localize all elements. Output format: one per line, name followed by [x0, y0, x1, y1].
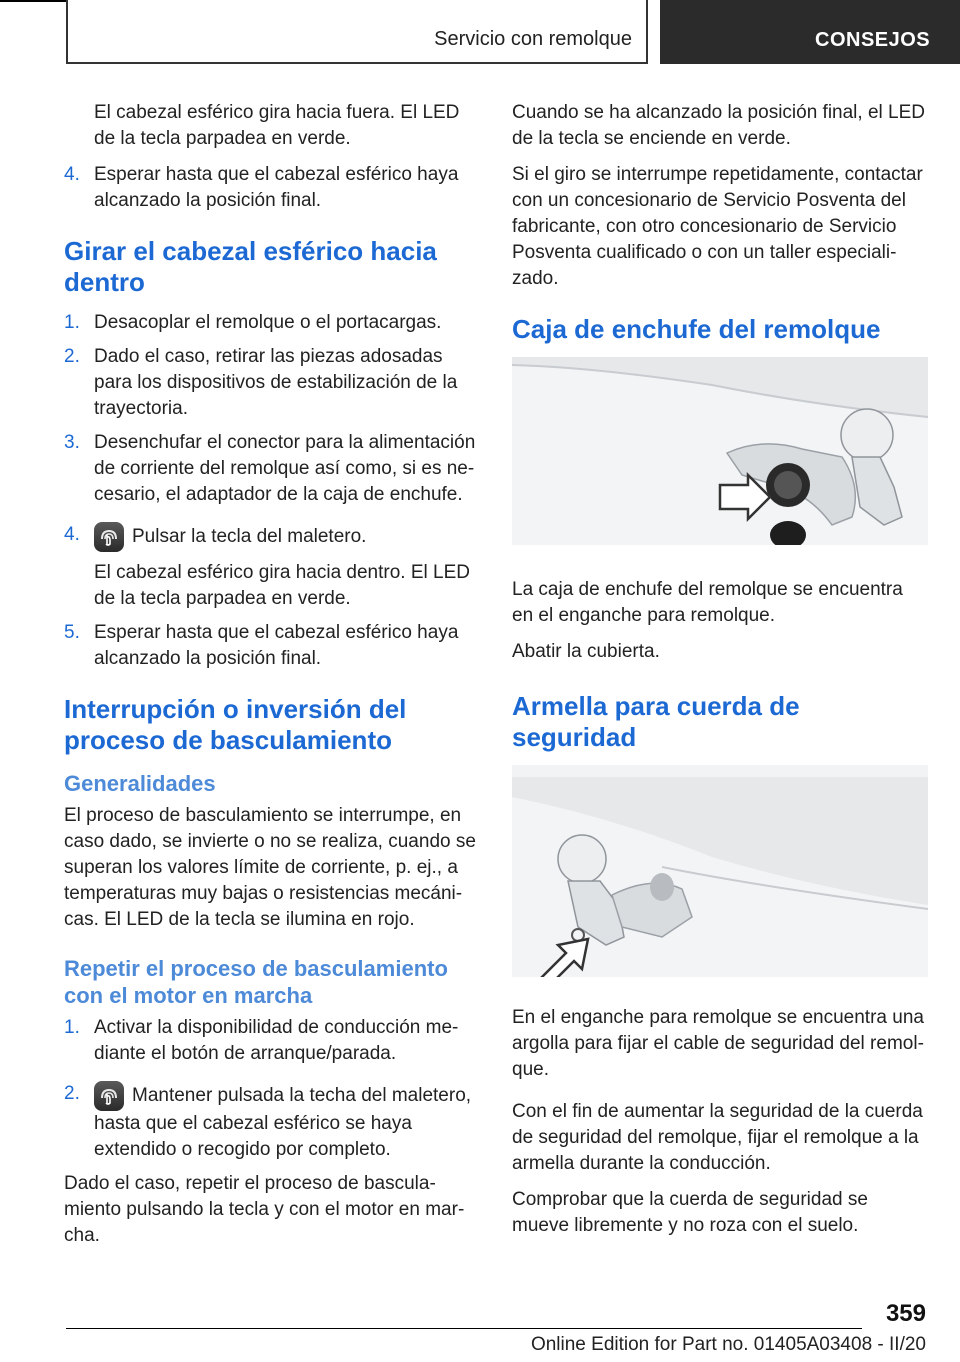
- step-number: 2.: [64, 1083, 80, 1104]
- header-rule: [0, 0, 66, 2]
- step-text: Dado el caso, retirar las piezas adosadas para los dispositivos de estabilización de la trayectoria.: [94, 346, 458, 419]
- step-text: Desacoplar el remolque o el portacargas.: [94, 312, 442, 333]
- general-paragraph: El proceso de basculamiento se interrumpe, en caso dado, se invierte o no se realiza, cuando se superan los valores límite de corriente, p. ej., a temperaturas muy bajas o resistencias mecánicas. El LED de la tecla se ilumina en rojo.: [64, 805, 476, 930]
- step-number: 4.: [64, 164, 80, 185]
- edition-footer: Online Edition for Part no. 01405A03408 - II/20: [530, 1334, 926, 1355]
- repeat-closing-paragraph: Dado el caso, repetir el proceso de basculamiento pulsando la tecla y con el motor en marcha.: [64, 1173, 465, 1246]
- step-text: Desenchufar el conector para la alimentación de corriente del remolque así como, si es necesario, el adaptador de la caja de enchufe.: [94, 432, 476, 505]
- step-continuation: [64, 100, 480, 152]
- chapter-tab: CONSEJOS: [660, 0, 960, 64]
- socket-paragraph-1: La caja de enchufe del remolque se encuentra en el enganche para remolque.: [512, 579, 903, 626]
- section-title: Servicio con remolque: [434, 28, 632, 50]
- step-number: 1.: [64, 312, 80, 333]
- socket-illustration: [512, 357, 928, 545]
- contact-service-paragraph: Si el giro se interrumpe repetidamente, contactar con un concesionario de Servicio Posventa del fabricante, con otro concesionario de Servicio Posventa cualificado o con un taller especializado.: [512, 164, 923, 289]
- eyelet-paragraph-3: Comprobar que la cuerda de seguridad se mueve libremente y no roza con el suelo.: [512, 1189, 868, 1236]
- step-number: 5.: [64, 622, 80, 643]
- list-item: [64, 522, 480, 612]
- step-text: Mantener pulsada la techa del maletero, hasta que el cabezal esférico se haya extendido o recogido por completo.: [94, 1085, 472, 1160]
- eyelet-paragraph-2: Con el fin de aumentar la seguridad de la cuerda de seguridad del remolque, fijar el remolque a la armella durante la conducción.: [512, 1101, 923, 1174]
- step-text: Activar la disponibilidad de conducción mediante el botón de arranque/parada.: [94, 1017, 459, 1064]
- step-number: 1.: [64, 1017, 80, 1038]
- list-item: [64, 620, 480, 672]
- list-item: [64, 344, 480, 422]
- header-section-box: [66, 0, 648, 64]
- step-text: El cabezal esférico gira hacia fuera. El LED de la tecla parpadea en verde.: [94, 102, 460, 149]
- socket-paragraph-2: Abatir la cubierta.: [512, 641, 660, 662]
- list-item: [64, 430, 480, 508]
- step-result-text: El cabezal esférico gira hacia dentro. El LED de la tecla parpadea en verde.: [94, 562, 470, 609]
- list-item: [64, 310, 480, 336]
- eyelet-paragraph-1: En el enganche para remolque se encuentra una argolla para fijar el cable de seguridad del remolque.: [512, 1007, 924, 1080]
- step-number: 3.: [64, 432, 80, 453]
- page-number: 359: [885, 1300, 926, 1327]
- left-column: [64, 100, 480, 1259]
- step-number: 2.: [64, 346, 80, 367]
- right-column: [512, 100, 928, 1249]
- list-item: [64, 162, 480, 214]
- heading-eyelet: Armella para cuerda de seguridad: [512, 691, 800, 752]
- step-number: 4.: [64, 524, 80, 545]
- subheading-repeat: Repetir el proceso de basculamiento con el motor en marcha: [64, 956, 448, 1008]
- footer-rule: [66, 1328, 862, 1329]
- heading-interruption: Interrupción o inversión del proceso de basculamiento: [64, 694, 407, 755]
- eyelet-illustration: [512, 765, 928, 977]
- list-item: [64, 1081, 480, 1163]
- heading-socket: Caja de enchufe del remolque: [512, 314, 881, 344]
- trunk-button-icon: [94, 522, 124, 552]
- step-text: Esperar hasta que el cabezal esférico haya alcanzado la posición final.: [94, 622, 459, 669]
- step-text: Esperar hasta que el cabezal esférico haya alcanzado la posición final.: [94, 164, 459, 211]
- final-position-paragraph: Cuando se ha alcanzado la posición final, el LED de la tecla se enciende en verde.: [512, 102, 925, 149]
- list-item: [64, 1015, 480, 1067]
- trunk-button-icon: [94, 1081, 124, 1111]
- heading-turn-inward: Girar el cabezal esférico hacia dentro: [64, 236, 437, 297]
- subheading-general: Generalidades: [64, 771, 216, 796]
- step-text: Pulsar la tecla del maletero.: [132, 526, 367, 547]
